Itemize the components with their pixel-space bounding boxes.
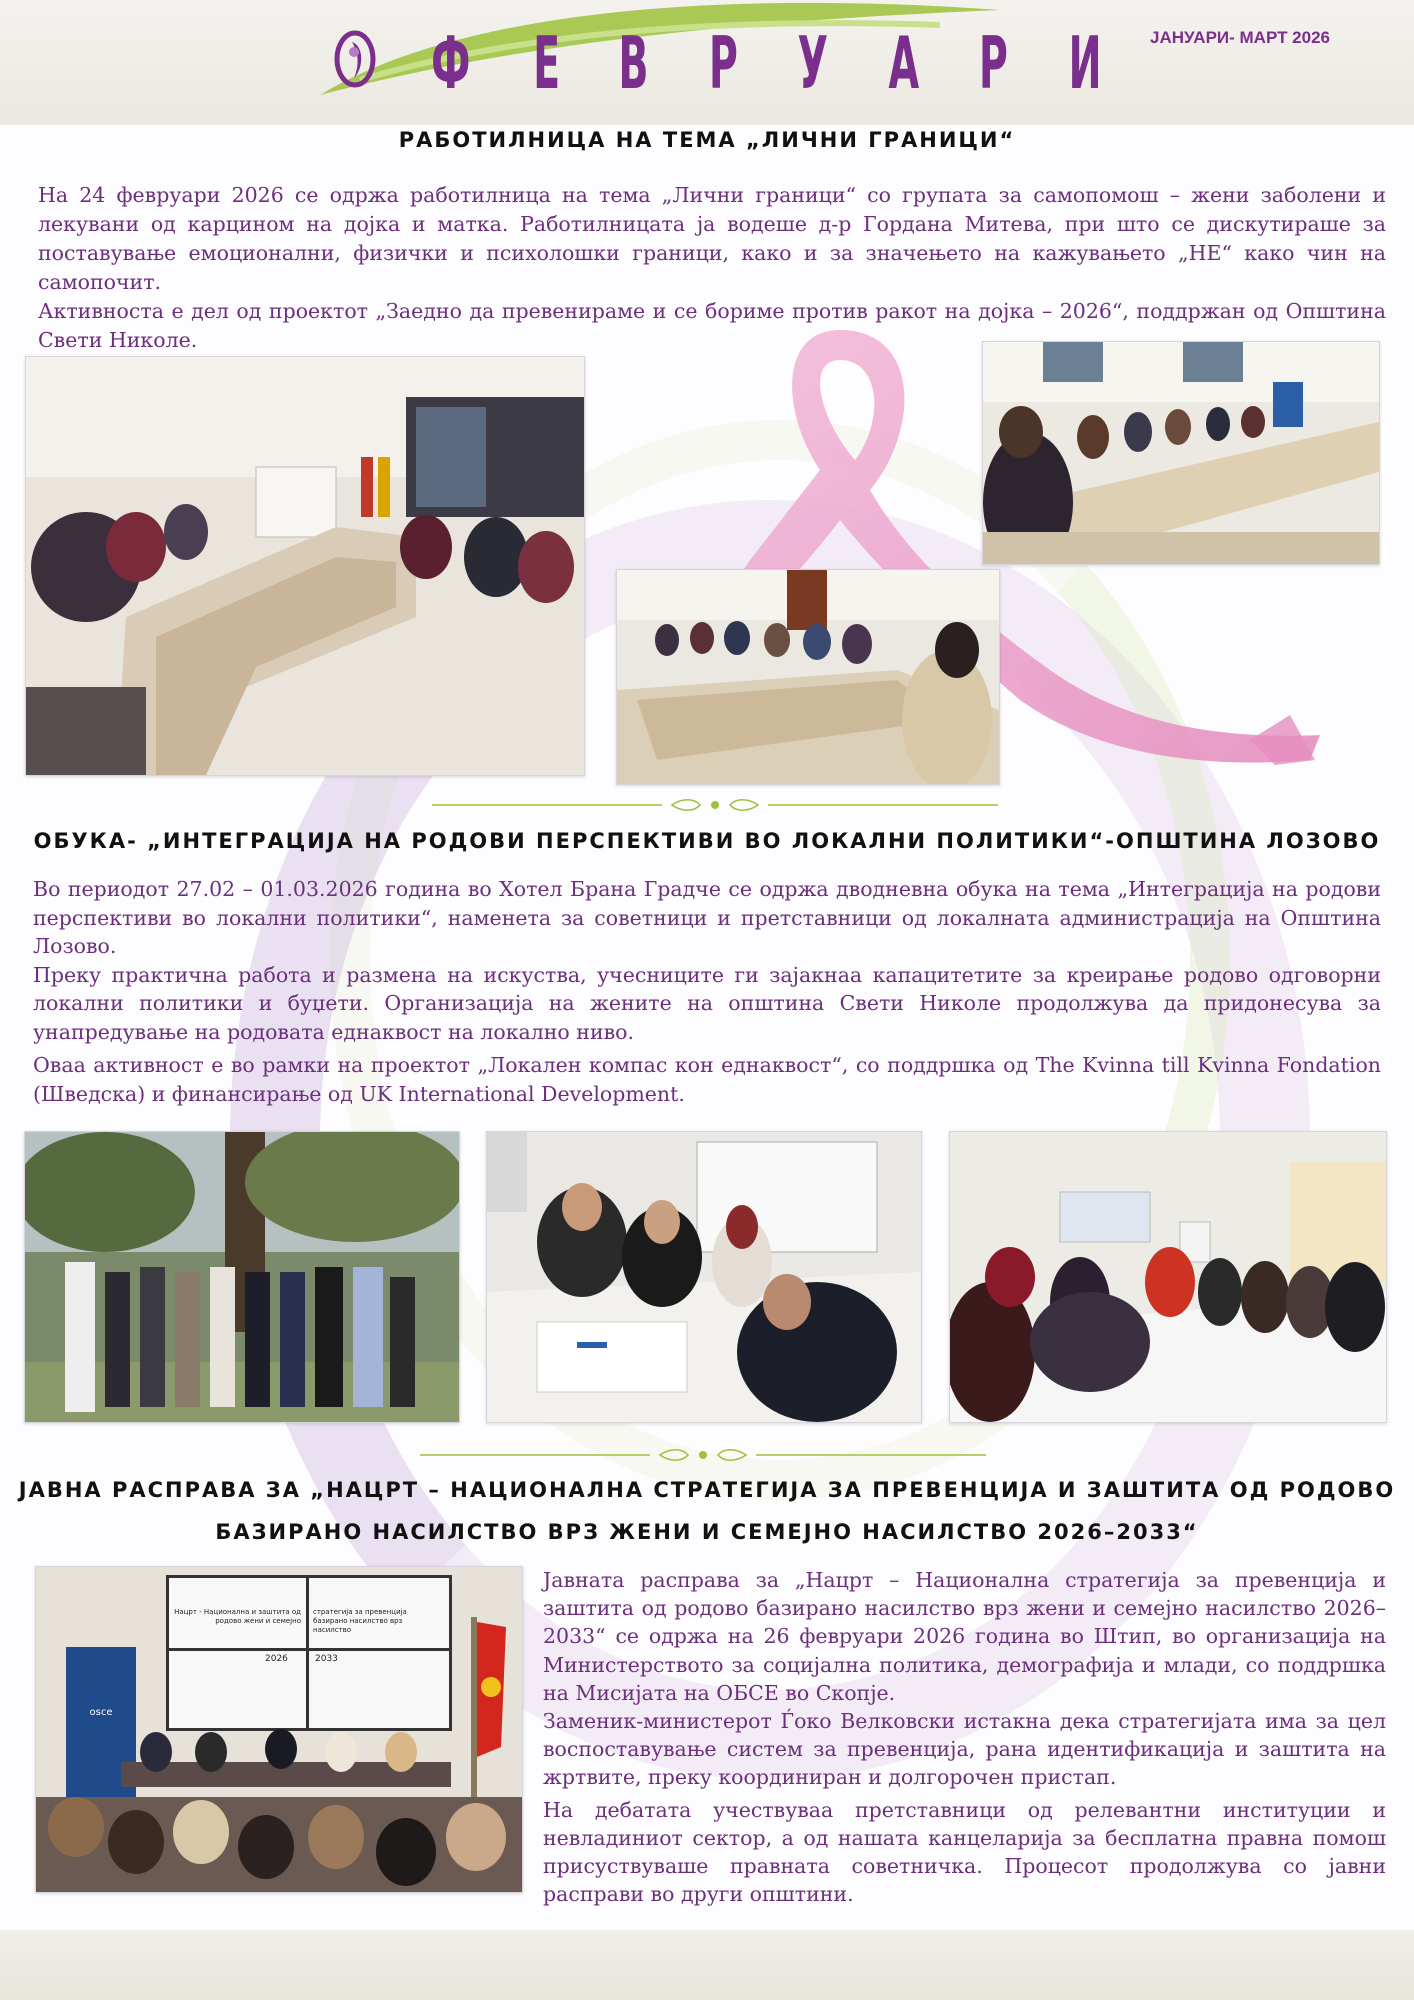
masthead-letter: У xyxy=(797,21,828,105)
ornamental-divider xyxy=(432,798,998,812)
section1-heading: РАБОТИЛНИЦА НА ТЕМА „ЛИЧНИ ГРАНИЦИ“ xyxy=(398,128,1016,152)
section2-paragraph: Преку практична работа и размена на искуства, учесниците ги зајакнаа капацитетите за креирање родово одговорни локални политики и буџети. Организација на жените на општина Свети Николе продолжува да придонесува за унапредување на родовата еднаквост на локално ниво. xyxy=(33,962,1381,1044)
photo-workshop-participants-center xyxy=(616,569,1000,785)
photo-training-table-work xyxy=(486,1131,922,1423)
screen-year-right: 2033 xyxy=(315,1654,338,1664)
section1-paragraph: Активноста е дел од проектот „Заедно да превенираме и се бориме против ракот на дојка – 2026“, поддржан од Општина Свети Николе. xyxy=(38,299,1386,352)
ornamental-divider xyxy=(420,1448,986,1462)
photo-workshop-participants-right xyxy=(982,341,1380,565)
masthead-letter: А xyxy=(888,21,919,105)
section3-paragraph: Јавната расправа за „Нацрт – Национална стратегија за превенција и заштита од родово базирано насилство врз жени и семејно насилство 2026–2033“ се одржа на 26 февруари 2026 година во Штип, во организација на Министерството за социјална политика, демографија и млади, со поддршка на Мисијата на ОБСЕ во Скопје. xyxy=(543,1568,1386,1705)
debate-scene xyxy=(36,1567,522,1892)
osce-banner-label: osce xyxy=(89,1707,113,1718)
section1-paragraph: На 24 февруари 2026 се одржа работилница на тема „Лични граници“ со групата за самопомош – жени заболени и лекувани од карцином на дојка и матка. Работилницата ја водеше д-р Гордана Митева, при што се дискутираше за поставување емоционални, физички и психолошки граници, како и за значењето на кажувањето „НЕ“ како чин на самопочит. xyxy=(38,183,1386,294)
screen-text-left: Нацрт - Национална и заштита од родово жени и семејно xyxy=(174,1608,301,1625)
section3-text xyxy=(543,1566,1386,1908)
section3-heading-line1: ЈАВНА РАСПРАВА ЗА „НАЦРТ – НАЦИОНАЛНА СТРАТЕГИЈА ЗА ПРЕВЕНЦИЈА И ЗАШТИТА ОД РОДОВО xyxy=(18,1478,1396,1502)
masthead-letter: Р xyxy=(708,21,738,105)
masthead-letter: И xyxy=(1068,21,1102,105)
photo-public-debate xyxy=(35,1566,523,1893)
section2-paragraph: Во периодот 27.02 – 01.03.2026 година во Хотел Брана Градче се одржа дводневна обука на тема „Интеграција на родови перспективи во локални политики“, наменета за советници и претставници од локалната администрација на Општина Лозово. xyxy=(33,877,1381,958)
screen-year-left: 2026 xyxy=(265,1654,288,1664)
section2-text xyxy=(33,875,1381,1108)
section3-paragraph: На дебатата учествуваа претставници од релевантни институции и невладиниот сектор, а од нашата канцеларија за бесплатна правна помош присуствуваше правната советничка. Процесот продолжува со јавни расправи во други општини. xyxy=(543,1797,1386,1907)
organization-logo-icon xyxy=(330,28,380,90)
masthead-letter: Е xyxy=(532,21,560,105)
masthead-letter: Р xyxy=(978,21,1008,105)
screen-text-right: стратегија за превенција базирано насилство врз насилство xyxy=(313,1608,407,1634)
photo-training-session xyxy=(949,1131,1387,1423)
section3-heading-line2: БАЗИРАНО НАСИЛСТВО ВРЗ ЖЕНИ И СЕМЕЈНО НАСИЛСТВО 2026–2033“ xyxy=(215,1520,1199,1544)
footer-band xyxy=(0,1930,1414,2000)
issue-date-range: ЈАНУАРИ- МАРТ 2026 xyxy=(1150,28,1331,47)
photo-training-group xyxy=(24,1131,460,1423)
photo-workshop-room xyxy=(25,356,585,776)
section3-paragraph: Заменик-министерот Ѓоко Велковски истакна дека стратегијата има за цел воспоставување систем за превенција, рана идентификација и заштита на жртвите, преку координиран и долгорочен пристап. xyxy=(543,1709,1386,1790)
masthead-letter: Ф xyxy=(431,21,471,105)
section2-heading: ОБУКА- „ИНТЕГРАЦИЈА НА РОДОВИ ПЕРСПЕКТИВИ ВО ЛОКАЛНИ ПОЛИТИКИ“-ОПШТИНА ЛОЗОВО xyxy=(33,829,1381,853)
masthead-letter: В xyxy=(618,21,649,105)
masthead-title xyxy=(415,18,1115,108)
section2-paragraph: Оваа активност е во рамки на проектот „Локален компас кон еднаквост“, со поддршка од The Kvinna till Kvinna Fondation (Шведска) и финансирање од UK International Development. xyxy=(33,1053,1381,1106)
